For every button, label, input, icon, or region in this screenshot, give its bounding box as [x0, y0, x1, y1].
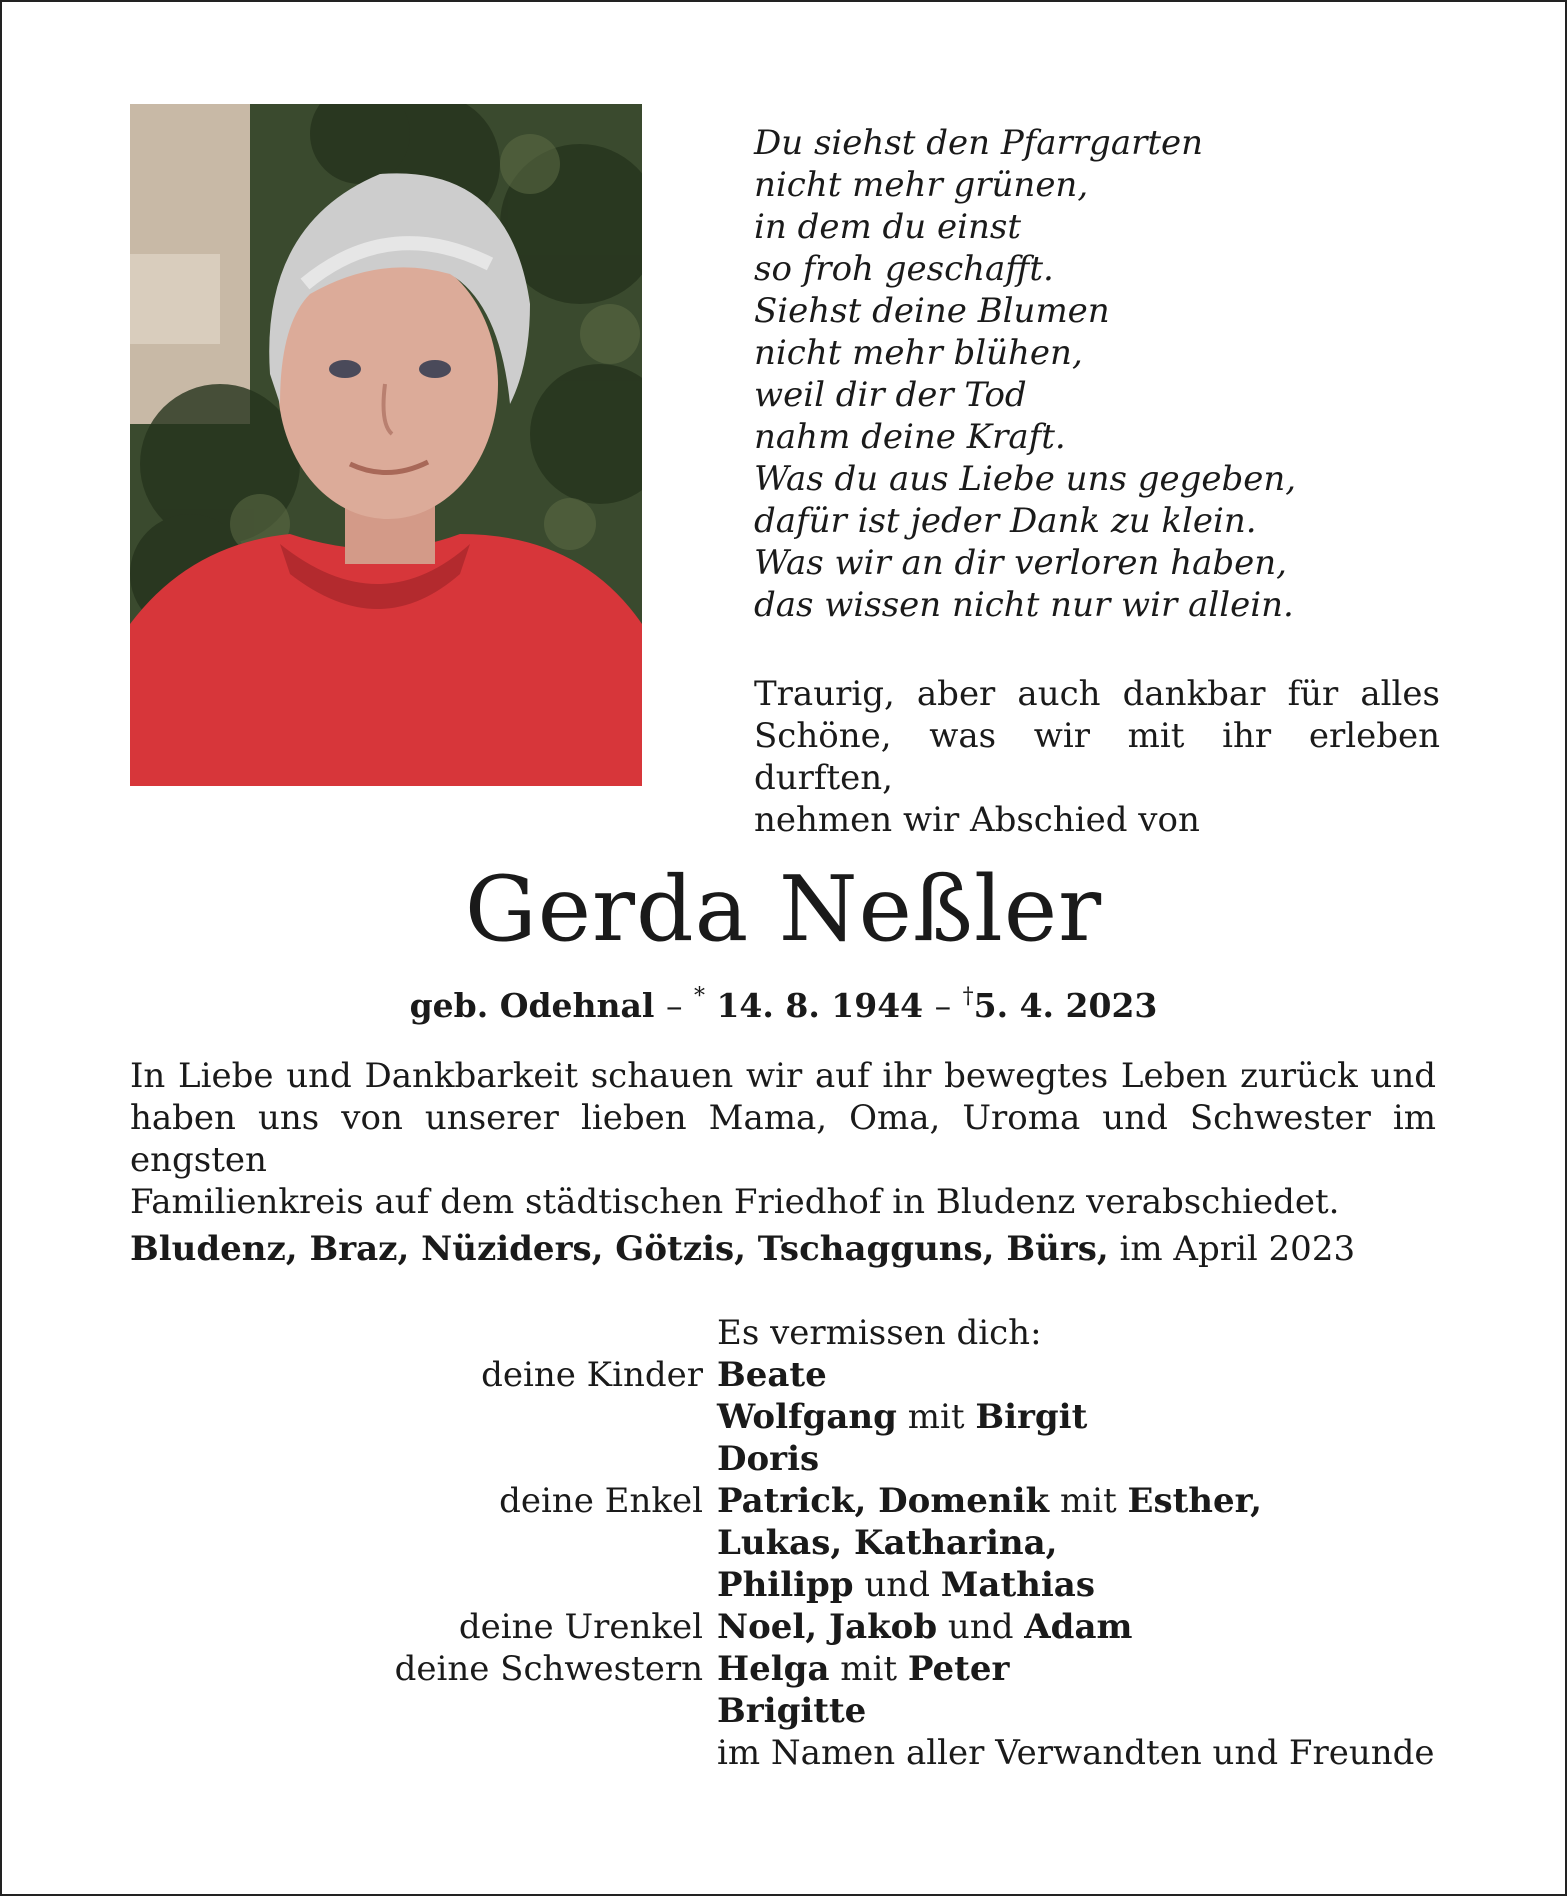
death-symbol: † [962, 984, 974, 1009]
connector: mit [1059, 1481, 1117, 1521]
separator: – [665, 986, 683, 1025]
message-line: haben uns von unserer lieben Mama, Oma, Uroma und Schwester im engsten [130, 1098, 1436, 1180]
mourners-heading-row [130, 1312, 1460, 1354]
list-item [130, 1396, 1460, 1438]
closing-line: im Namen aller Verwandten und Freunde [717, 1733, 1435, 1773]
mourner-name: Brigitte [717, 1691, 867, 1731]
portrait-photo-illustration [130, 104, 642, 786]
list-item [130, 1648, 1460, 1690]
life-dates [0, 975, 1567, 1028]
maiden-name: geb. Odehnal [409, 986, 655, 1025]
list-item [130, 1732, 1460, 1774]
list-item [130, 1522, 1460, 1564]
mourners-heading: Es vermissen dich: [717, 1313, 1042, 1353]
mourner-name: Doris [717, 1439, 820, 1479]
mourner-name: Adam [1024, 1607, 1133, 1647]
message-line: Familienkreis auf dem städtischen Friedhof in Bludenz verabschiedet. [130, 1182, 1340, 1222]
mourner-name: Patrick, Domenik [717, 1481, 1050, 1521]
relation-label: deine Urenkel [458, 1607, 703, 1647]
mourner-name: Helga [717, 1649, 830, 1689]
poem-line: Was du aus Liebe uns gegeben, [754, 459, 1297, 499]
mourner-name: Noel, Jakob [717, 1607, 938, 1647]
deceased-name: Gerda Neßler [464, 857, 1103, 962]
memorial-message [130, 1055, 1436, 1223]
farewell-intro [754, 673, 1440, 841]
list-item [130, 1564, 1460, 1606]
mourner-name: Esther, [1127, 1481, 1262, 1521]
list-item [130, 1354, 1460, 1396]
connector: und [947, 1607, 1014, 1647]
poem-line: Siehst deine Blumen [754, 291, 1110, 331]
list-item [130, 1690, 1460, 1732]
poem-line: Was wir an dir verloren haben, [754, 543, 1287, 583]
connector: mit [907, 1397, 965, 1437]
birth-symbol: * [693, 984, 705, 1009]
list-item [130, 1480, 1460, 1522]
poem-line: nicht mehr grünen, [754, 165, 1089, 205]
poem-line: weil dir der Tod [754, 375, 1027, 415]
mourners-list [130, 1312, 1460, 1774]
poem-line: Du siehst den Pfarrgarten [754, 123, 1204, 163]
mourner-name: Lukas, Katharina, [717, 1523, 1058, 1563]
list-item [130, 1438, 1460, 1480]
birth-date: 14. 8. 1944 [716, 986, 924, 1025]
portrait-photo [130, 104, 642, 786]
death-date: 5. 4. 2023 [973, 986, 1158, 1025]
relation-label: deine Schwestern [394, 1649, 703, 1689]
poem-line: nahm deine Kraft. [754, 417, 1066, 457]
relation-label: deine Kinder [481, 1355, 703, 1395]
poem-line: das wissen nicht nur wir allein. [754, 585, 1294, 625]
relation-label: deine Enkel [499, 1481, 703, 1521]
poem-line: in dem du einst [754, 207, 1021, 247]
connector: mit [840, 1649, 898, 1689]
poem [754, 122, 1454, 626]
poem-line: so froh geschafft. [754, 249, 1054, 289]
connector: und [864, 1565, 930, 1605]
mourner-name: Birgit [975, 1397, 1088, 1437]
message-line: In Liebe und Dankbarkeit schauen wir auf ihr bewegtes Leben zurück und [130, 1056, 1436, 1096]
list-item [130, 1606, 1460, 1648]
intro-line: Schöne, was wir mit ihr erleben durften, [754, 716, 1440, 798]
mourner-name: Philipp [717, 1565, 854, 1605]
mourner-name: Wolfgang [717, 1397, 897, 1437]
places: Bludenz, Braz, Nüziders, Götzis, Tschagguns, Bürs, [130, 1229, 1109, 1269]
mourner-name: Peter [907, 1649, 1010, 1689]
mourner-name: Beate [717, 1355, 827, 1395]
date: im April 2023 [1119, 1229, 1356, 1269]
intro-line: Traurig, aber auch dankbar für alles [754, 674, 1440, 714]
separator: – [934, 986, 952, 1025]
place-date-line [130, 1228, 1450, 1270]
mourner-name: Mathias [940, 1565, 1095, 1605]
poem-line: nicht mehr blühen, [754, 333, 1083, 373]
intro-line: nehmen wir Abschied von [754, 800, 1200, 840]
poem-line: dafür ist jeder Dank zu klein. [754, 501, 1257, 541]
